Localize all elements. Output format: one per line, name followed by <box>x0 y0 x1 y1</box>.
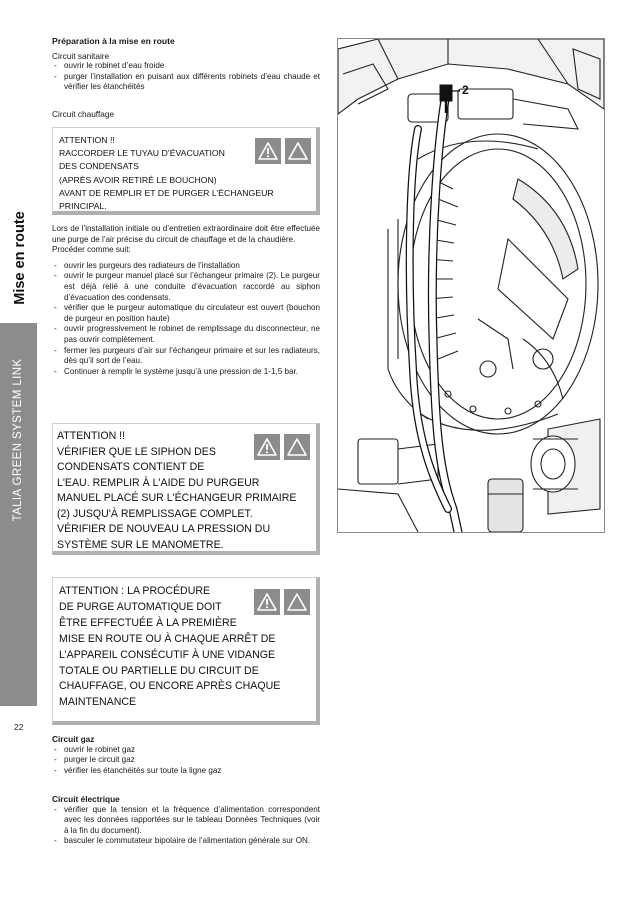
warning-line: TOTALE OU PARTIELLE DU CIRCUIT DE <box>59 664 259 677</box>
warning-box-siphon <box>52 423 320 555</box>
warning-line: SYSTÈME SUR LE MANOMETRE. <box>57 538 224 551</box>
page-number: 22 <box>14 722 24 732</box>
product-tab-label: TALIA GREEN SYSTEM LINK <box>12 358 24 522</box>
warning-icons <box>255 138 311 164</box>
gas-heading: Circuit gaz <box>52 734 95 744</box>
list-item: - Continuer à remplir le système jusqu’à une pression de 1-1,5 bar. <box>52 367 320 378</box>
heating-heading: Circuit chauffage <box>52 108 115 119</box>
warning-line: VÉRIFIER DE NOUVEAU LA PRESSION DU <box>57 523 271 535</box>
warning-line: DES CONDENSATS <box>59 161 139 172</box>
warning-box-drain <box>52 127 320 215</box>
list-item: - vérifier que le purgeur automatique du circulateur est ouvert (bouchon de purgeur en position haute) <box>52 303 320 324</box>
list-item: - ouvrir les purgeurs des radiateurs de l’installation <box>52 261 320 272</box>
list-item: - ouvrir le robinet gaz <box>52 745 320 756</box>
sanitary-heading: Circuit sanitaire <box>52 50 110 61</box>
warning-line: VÉRIFIER QUE LE SIPHON DES <box>57 445 216 458</box>
electric-list <box>52 805 320 847</box>
caution-triangle-icon <box>284 434 310 460</box>
boiler-illustration <box>337 38 605 533</box>
list-item: - ouvrir progressivement le robinet de remplissage du disconnecteur, ne pas ouvrir complètement. <box>52 324 320 345</box>
prep-section <box>52 36 320 120</box>
warning-line: MAINTENANCE <box>59 696 137 709</box>
heating-procedure <box>52 224 320 377</box>
warning-line: L’APPAREIL CONSÉCUTIF À UNE VIDANGE <box>59 648 276 661</box>
warning-line: ÊTRE EFFECTUÉE À LA PREMIÈRE <box>59 616 237 629</box>
electric-section <box>52 794 320 847</box>
caution-triangle-icon <box>285 138 311 164</box>
gas-section <box>52 734 320 776</box>
list-item: - vérifier les étanchéités sur toute la ligne gaz <box>52 766 320 777</box>
warning-triangle-icon <box>255 138 281 164</box>
caution-triangle-icon <box>284 589 310 615</box>
warning-icons <box>254 434 310 460</box>
list-item: - basculer le commutateur bipolaire de l’alimentation générale sur ON. <box>52 836 320 847</box>
warning-line: ATTENTION : LA PROCÉDURE <box>59 585 211 597</box>
warning-triangle-icon <box>254 434 280 460</box>
warning-line: L'EAU. REMPLIR À L'AIDE DU PURGEUR <box>57 476 260 489</box>
boiler-drawing <box>338 39 604 532</box>
warning-line: MISE EN ROUTE OU À CHAQUE ARRÊT DE <box>59 632 276 645</box>
warning-line: DE PURGE AUTOMATIQUE DOIT <box>59 600 222 613</box>
warning-line: ATTENTION !! <box>57 430 126 442</box>
warning-line: RACCORDER LE TUYAU D’ÉVACUATION <box>59 148 225 159</box>
warning-line: (2) JUSQU'À REMPLISSAGE COMPLET. <box>57 507 253 520</box>
warning-line: CHAUFFAGE, OU ENCORE APRÈS CHAQUE <box>59 680 281 693</box>
sanitary-list <box>52 61 320 93</box>
warning-line: (APRÈS AVOIR RETIRÉ LE BOUCHON) <box>59 174 217 185</box>
gas-list <box>52 745 320 777</box>
warning-line: AVANT DE REMPLIR ET DE PURGER L’ÉCHANGEUR <box>59 187 274 198</box>
warning-box-auto-purge <box>52 577 320 725</box>
warning-line: CONDENSATS CONTIENT DE <box>57 461 205 473</box>
warning-line: ATTENTION !! <box>59 135 115 145</box>
list-item: - ouvrir le robinet d’eau froide <box>52 61 320 72</box>
heating-steps <box>52 261 320 378</box>
list-item: - purger le circuit gaz <box>52 755 320 766</box>
section-title: Mise en route <box>12 211 28 305</box>
warning-icons <box>254 589 310 615</box>
list-item: - vérifier que la tension et la fréquence d’alimentation correspondent avec les données rapportées sur le tableau Données Techniques (voir à la fin du document). <box>52 805 320 837</box>
warning-line: PRINCIPAL. <box>59 201 107 212</box>
list-item: - ouvrir le purgeur manuel placé sur l’échangeur primaire (2). Le purgeur est déjà relié à une conduite d’évacuation raccordé au siphon d’évacuation des condensats. <box>52 271 320 303</box>
warning-triangle-icon <box>254 589 280 615</box>
heating-proceed: Procéder comme suit: <box>52 245 131 255</box>
prep-title: Préparation à la mise en route <box>52 36 175 46</box>
list-item: - fermer les purgeurs d’air sur l’échangeur primaire et sur les radiateurs, dès qu’il sort de l’eau. <box>52 346 320 367</box>
callout-number: 2 <box>462 83 469 97</box>
heating-intro: Lors de l’installation initiale ou d’entretien extraordinaire doit être effectuée une purge de l’air précise du circuit de chauffage et de la chaudière. <box>52 224 320 244</box>
warning-line: MANUEL PLACÉ SUR L'ÉCHANGEUR PRIMAIRE <box>57 492 297 504</box>
electric-heading: Circuit électrique <box>52 794 120 804</box>
list-item: - purger l’installation en puisant aux différents robinets d’eau chaude et vérifier les étanchéités <box>52 72 320 93</box>
